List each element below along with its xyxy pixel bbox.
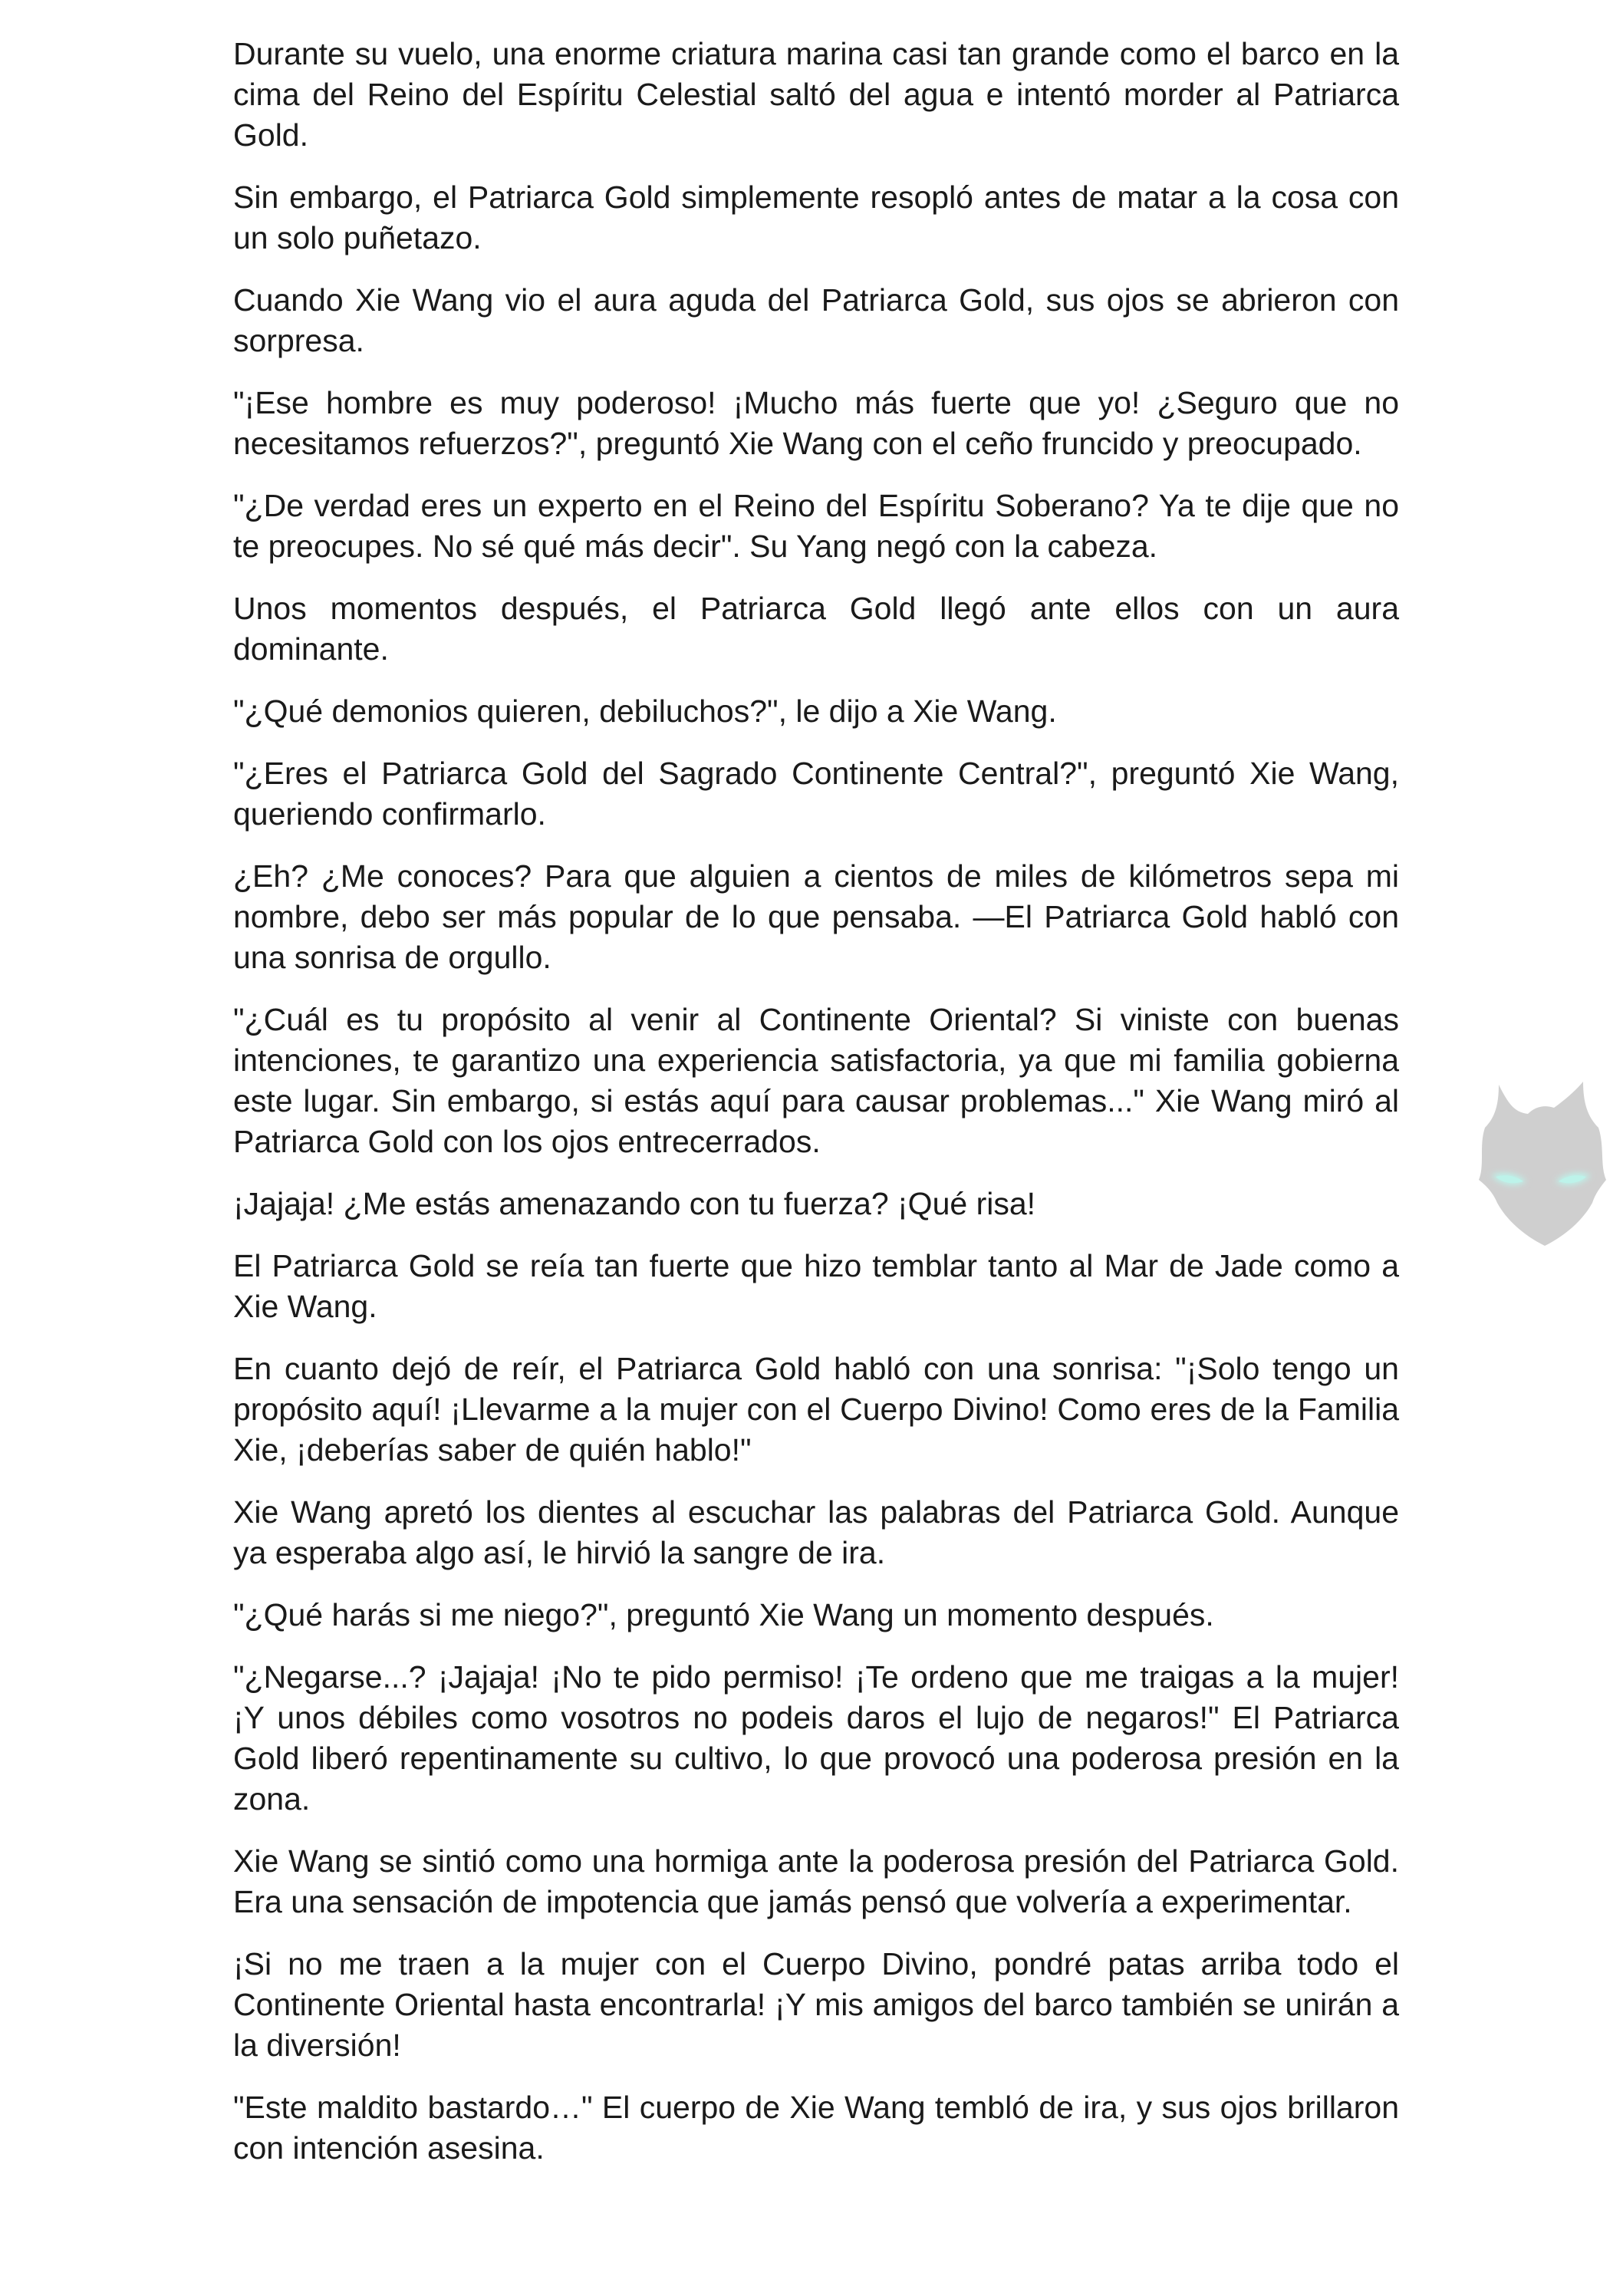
paragraph: Cuando Xie Wang vio el aura aguda del Patriarca Gold, sus ojos se abrieron con sorpresa. <box>233 282 1399 358</box>
paragraph: Xie Wang se sintió como una hormiga ante la poderosa presión del Patriarca Gold. Era una sensación de impotencia que jamás pensó que volvería a experimentar. <box>233 1843 1399 1919</box>
paragraph: El Patriarca Gold se reía tan fuerte que hizo temblar tanto al Mar de Jade como a Xie Wang. <box>233 1248 1399 1324</box>
paragraph: En cuanto dejó de reír, el Patriarca Gold habló con una sonrisa: "¡Solo tengo un propósito aquí! ¡Llevarme a la mujer con el Cuerpo Divino! Como eres de la Familia Xie, ¡deberías saber de quién hablo!" <box>233 1351 1399 1468</box>
paragraph: Sin embargo, el Patriarca Gold simplemente resopló antes de matar a la cosa con un solo puñetazo. <box>233 180 1399 255</box>
paragraph: "¿Eres el Patriarca Gold del Sagrado Continente Central?", preguntó Xie Wang, queriendo confirmarlo. <box>233 756 1399 832</box>
paragraph: Unos momentos después, el Patriarca Gold llegó ante ellos con un aura dominante. <box>233 591 1399 667</box>
demon-head-icon <box>1468 1072 1614 1250</box>
paragraph: "¿De verdad eres un experto en el Reino del Espíritu Soberano? Ya te dije que no te preocupes. No sé qué más decir". Su Yang negó con la cabeza. <box>233 488 1399 564</box>
paragraph: "¡Ese hombre es muy poderoso! ¡Mucho más fuerte que yo! ¿Seguro que no necesitamos refuerzos?", preguntó Xie Wang con el ceño fruncido y preocupado. <box>233 385 1399 461</box>
paragraph: ¿Eh? ¿Me conoces? Para que alguien a cientos de miles de kilómetros sepa mi nombre, debo ser más popular de lo que pensaba. —El Patriarca Gold habló con una sonrisa de orgullo. <box>233 858 1399 975</box>
paragraph: Durante su vuelo, una enorme criatura marina casi tan grande como el barco en la cima del Reino del Espíritu Celestial saltó del agua e intentó morder al Patriarca Gold. <box>233 36 1399 153</box>
paragraph: Xie Wang apretó los dientes al escuchar las palabras del Patriarca Gold. Aunque ya esperaba algo así, le hirvió la sangre de ira. <box>233 1494 1399 1570</box>
paragraph: "Este maldito bastardo…" El cuerpo de Xie Wang tembló de ira, y sus ojos brillaron con intención asesina. <box>233 2090 1399 2166</box>
paragraph: ¡Jajaja! ¿Me estás amenazando con tu fuerza? ¡Qué risa! <box>233 1186 1036 1221</box>
paragraph: ¡Si no me traen a la mujer con el Cuerpo Divino, pondré patas arriba todo el Continente Oriental hasta encontrarla! ¡Y mis amigos del barco también se unirán a la diversión! <box>233 1946 1399 2063</box>
paragraph: "¿Cuál es tu propósito al venir al Continente Oriental? Si viniste con buenas intenciones, te garantizo una experiencia satisfactoria, ya que mi familia gobierna este lugar. Sin embargo, si estás aquí para causar problemas..." Xie Wang miró al Patriarca Gold con los ojos entrecerrados. <box>233 1002 1399 1159</box>
paragraph: "¿Negarse...? ¡Jajaja! ¡No te pido permiso! ¡Te ordeno que me traigas a la mujer! ¡Y unos débiles como vosotros no podeis daros el lujo de negaros!" El Patriarca Gold liberó repentinamente su cultivo, lo que provocó una poderosa presión en la zona. <box>233 1659 1399 1817</box>
document-body <box>233 34 1399 2190</box>
paragraph: "¿Qué harás si me niego?", preguntó Xie Wang un momento después. <box>233 1597 1214 1632</box>
paragraph: "¿Qué demonios quieren, debiluchos?", le dijo a Xie Wang. <box>233 693 1057 729</box>
